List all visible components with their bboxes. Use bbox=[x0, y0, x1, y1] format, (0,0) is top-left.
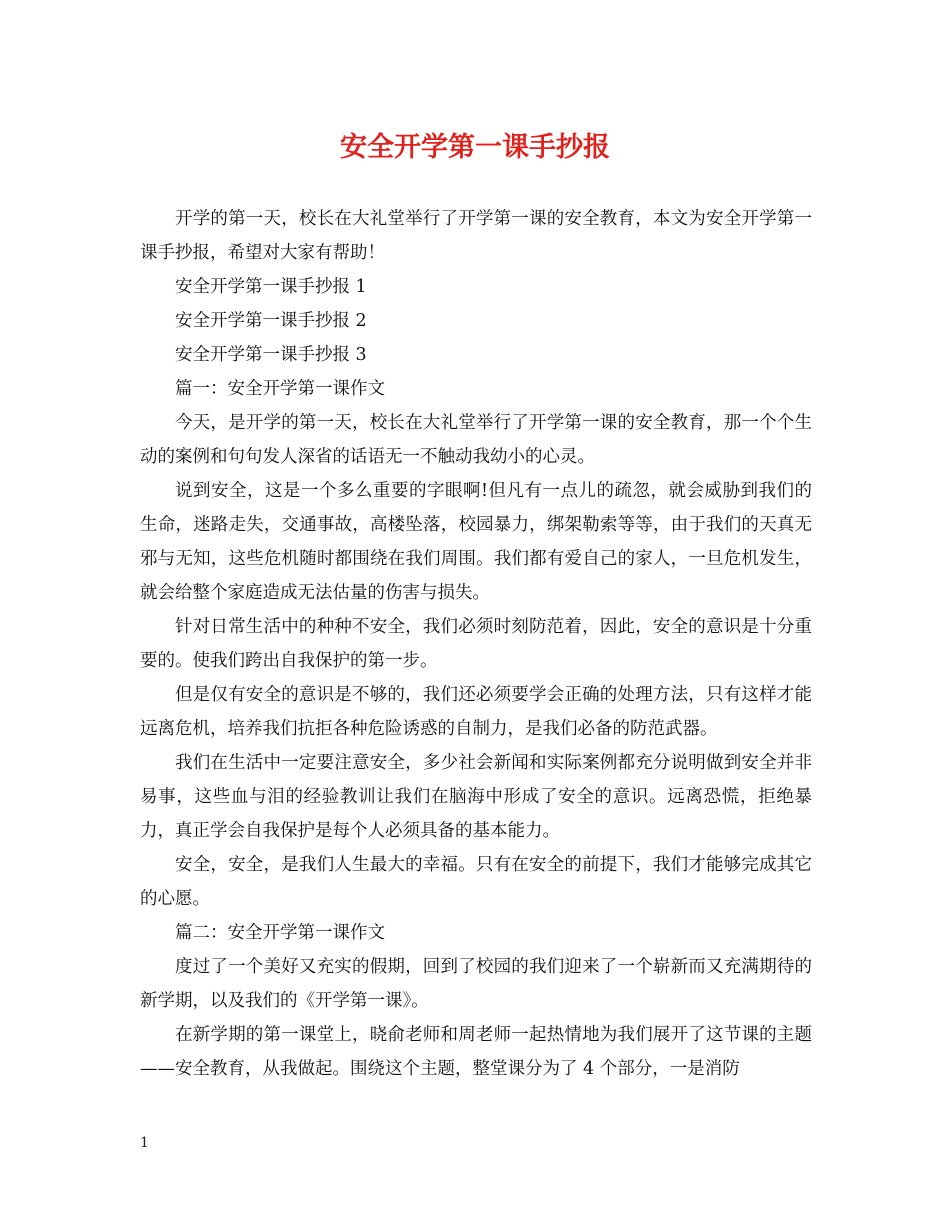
section-heading-2: 篇二：安全开学第一课作文 bbox=[175, 923, 385, 943]
document-body bbox=[140, 202, 812, 1086]
document-title: 安全开学第一课手抄报 bbox=[340, 132, 610, 163]
paragraph: 今天，是开学的第一天，校长在大礼堂举行了开学第一课的安全教育，那一个个生动的案例和句句发人深省的话语无一不触动我幼小的心灵。 bbox=[140, 413, 812, 467]
paragraph-link-3: 安全开学第一课手抄报 3 bbox=[175, 345, 367, 365]
paragraph-intro: 开学的第一天，校长在大礼堂举行了开学第一课的安全教育，本文为安全开学第一课手抄报，希望对大家有帮助！ bbox=[140, 209, 812, 263]
paragraph: 说到安全，这是一个多么重要的字眼啊!但凡有一点儿的疏忽，就会威胁到我们的生命，迷路走失，交通事故，高楼坠落，校园暴力，绑架勒索等等，由于我们的天真无邪与无知，这些危机随时都围绕在我们周围。我们都有爱自己的家人，一旦危机发生，就会给整个家庭造成无法估量的伤害与损失。 bbox=[140, 481, 812, 603]
paragraph: 我们在生活中一定要注意安全，多少社会新闻和实际案例都充分说明做到安全并非易事，这些血与泪的经验教训让我们在脑海中形成了安全的意识。远离恐慌，拒绝暴力，真正学会自我保护是每个人必须具备的基本能力。 bbox=[140, 753, 812, 841]
paragraph: 度过了一个美好又充实的假期，回到了校园的我们迎来了一个崭新而又充满期待的新学期，以及我们的《开学第一课》。 bbox=[140, 957, 812, 1011]
section-heading-1: 篇一：安全开学第一课作文 bbox=[175, 379, 385, 399]
paragraph: 但是仅有安全的意识是不够的，我们还必须要学会正确的处理方法，只有这样才能远离危机，培养我们抗拒各种危险诱惑的自制力，是我们必备的防范武器。 bbox=[140, 685, 812, 739]
paragraph: 在新学期的第一课堂上，晓俞老师和周老师一起热情地为我们展开了这节课的主题——安全教育，从我做起。围绕这个主题，整堂课分为了 4 个部分，一是消防 bbox=[140, 1025, 812, 1079]
paragraph-link-1: 安全开学第一课手抄报 1 bbox=[175, 277, 367, 297]
page-number: 1 bbox=[140, 1135, 149, 1151]
paragraph: 针对日常生活中的种种不安全，我们必须时刻防范着，因此，安全的意识是十分重要的。使我们跨出自我保护的第一步。 bbox=[140, 617, 812, 671]
paragraph-link-2: 安全开学第一课手抄报 2 bbox=[175, 311, 367, 331]
paragraph: 安全，安全，是我们人生最大的幸福。只有在安全的前提下，我们才能够完成其它的心愿。 bbox=[140, 855, 812, 909]
